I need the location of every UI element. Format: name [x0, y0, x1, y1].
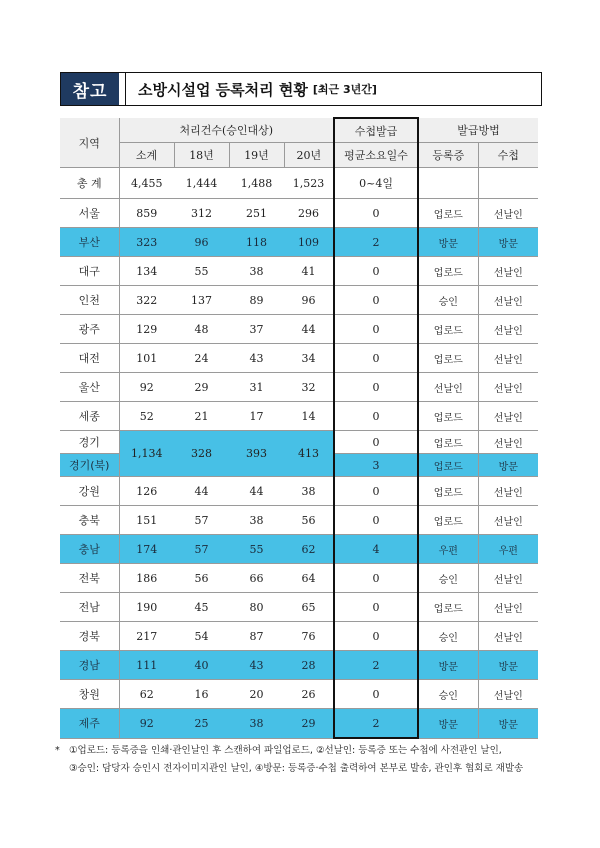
- cell-y19: 38: [229, 506, 284, 535]
- cell-book: 선날인: [478, 199, 538, 228]
- table-row: [60, 709, 538, 739]
- cell-days: 4: [334, 535, 418, 564]
- cell-y20: 44: [284, 315, 334, 344]
- cell-subtotal: 62: [119, 680, 174, 709]
- cell-y19: 43: [229, 651, 284, 680]
- cell-y19: 31: [229, 373, 284, 402]
- cell-subtotal: 111: [119, 651, 174, 680]
- cell-subtotal: 4,455: [119, 168, 174, 199]
- cell-days: 0: [334, 506, 418, 535]
- cell-y19: 17: [229, 402, 284, 431]
- cell-y20: 1,523: [284, 168, 334, 199]
- table-row: [60, 622, 538, 651]
- cell-y18: 25: [174, 709, 229, 739]
- cell-days: 2: [334, 709, 418, 739]
- cell-y20: 76: [284, 622, 334, 651]
- cell-y19: 44: [229, 477, 284, 506]
- cell-region: 광주: [60, 315, 119, 344]
- cell-region: 부산: [60, 228, 119, 257]
- cell-y20: 96: [284, 286, 334, 315]
- cell-reg: 선날인: [418, 373, 478, 402]
- cell-days: 3: [334, 454, 418, 477]
- cell-region: 경기(북): [60, 454, 119, 477]
- header-method-registration: 등록증: [418, 143, 478, 168]
- footnote-text-1: ①업로드: 등록증을 인쇄·관인날인 후 스캔하여 파일업로드, ②선날인: 등록증 또는 수첩에 사전관인 날인,: [69, 745, 502, 756]
- cell-region: 창원: [60, 680, 119, 709]
- cell-region: 울산: [60, 373, 119, 402]
- cell-region: 총 계: [60, 168, 119, 199]
- cell-y18: 24: [174, 344, 229, 373]
- cell-days: 0: [334, 286, 418, 315]
- table-row: [60, 477, 538, 506]
- registration-table: [60, 117, 538, 739]
- cell-y19: 43: [229, 344, 284, 373]
- cell-y19: 80: [229, 593, 284, 622]
- cell-y18: 328: [174, 431, 229, 477]
- table-row: [60, 373, 538, 402]
- cell-reg: 방문: [418, 228, 478, 257]
- cell-book: 선날인: [478, 477, 538, 506]
- cell-book: 방문: [478, 651, 538, 680]
- cell-region: 대전: [60, 344, 119, 373]
- title-bar: [60, 72, 542, 106]
- cell-y20: 32: [284, 373, 334, 402]
- cell-y20: 29: [284, 709, 334, 739]
- cell-region: 대구: [60, 257, 119, 286]
- cell-days: 2: [334, 651, 418, 680]
- cell-y20: 65: [284, 593, 334, 622]
- header-subtotal: 소계: [119, 143, 174, 168]
- cell-reg: 방문: [418, 651, 478, 680]
- table-row: [60, 344, 538, 373]
- table-row: [60, 199, 538, 228]
- cell-book: 방문: [478, 709, 538, 739]
- cell-days: 0: [334, 315, 418, 344]
- cell-subtotal: 129: [119, 315, 174, 344]
- table-row: [60, 564, 538, 593]
- cell-subtotal: 151: [119, 506, 174, 535]
- footnote-bullet: *: [55, 745, 60, 756]
- cell-book: 선날인: [478, 564, 538, 593]
- cell-y19: 393: [229, 431, 284, 477]
- cell-y20: 14: [284, 402, 334, 431]
- title-main: 소방시설업 등록처리 현황: [138, 80, 308, 99]
- cell-y20: 34: [284, 344, 334, 373]
- cell-subtotal: 190: [119, 593, 174, 622]
- cell-reg: 업로드: [418, 593, 478, 622]
- cell-reg: 승인: [418, 622, 478, 651]
- cell-subtotal: 322: [119, 286, 174, 315]
- cell-region: 경남: [60, 651, 119, 680]
- cell-y20: 26: [284, 680, 334, 709]
- cell-reg: 업로드: [418, 199, 478, 228]
- cell-reg: 업로드: [418, 506, 478, 535]
- table-row: [60, 257, 538, 286]
- cell-days: 0: [334, 402, 418, 431]
- header-year-19: 19년: [229, 143, 284, 168]
- cell-days: 0: [334, 431, 418, 454]
- cell-days: 0: [334, 593, 418, 622]
- header-avg-days-2: 평균소요일수: [334, 143, 418, 168]
- cell-book: 우편: [478, 535, 538, 564]
- cell-reg: 승인: [418, 680, 478, 709]
- cell-days: 2: [334, 228, 418, 257]
- cell-region: 인천: [60, 286, 119, 315]
- cell-y20: 109: [284, 228, 334, 257]
- cell-book: 선날인: [478, 373, 538, 402]
- cell-y18: 40: [174, 651, 229, 680]
- cell-y18: 21: [174, 402, 229, 431]
- cell-book: 선날인: [478, 593, 538, 622]
- cell-subtotal: 126: [119, 477, 174, 506]
- cell-y20: 413: [284, 431, 334, 477]
- cell-region: 충북: [60, 506, 119, 535]
- cell-days: 0: [334, 680, 418, 709]
- cell-y19: 38: [229, 257, 284, 286]
- cell-days: 0: [334, 199, 418, 228]
- cell-y18: 45: [174, 593, 229, 622]
- cell-reg: 우편: [418, 535, 478, 564]
- cell-days: 0: [334, 257, 418, 286]
- cell-reg: 업로드: [418, 344, 478, 373]
- table-row: [60, 506, 538, 535]
- cell-days: 0: [334, 477, 418, 506]
- cell-y19: 89: [229, 286, 284, 315]
- cell-book: 선날인: [478, 286, 538, 315]
- tag-separator: [119, 73, 126, 105]
- cell-book: 선날인: [478, 622, 538, 651]
- cell-y18: 57: [174, 535, 229, 564]
- cell-y18: 54: [174, 622, 229, 651]
- cell-days: 0: [334, 373, 418, 402]
- cell-subtotal: 92: [119, 373, 174, 402]
- cell-reg: 업로드: [418, 454, 478, 477]
- cell-book: 방문: [478, 454, 538, 477]
- table-row: [60, 286, 538, 315]
- cell-days: 0: [334, 622, 418, 651]
- cell-book: 선날인: [478, 431, 538, 454]
- cell-y19: 251: [229, 199, 284, 228]
- cell-y19: 87: [229, 622, 284, 651]
- cell-y18: 48: [174, 315, 229, 344]
- cell-y19: 55: [229, 535, 284, 564]
- header-method-booklet: 수첩: [478, 143, 538, 168]
- cell-reg: 업로드: [418, 477, 478, 506]
- cell-subtotal: 134: [119, 257, 174, 286]
- cell-book: 선날인: [478, 344, 538, 373]
- cell-y18: 57: [174, 506, 229, 535]
- cell-subtotal: 186: [119, 564, 174, 593]
- footnote: [55, 742, 545, 778]
- header-year-18: 18년: [174, 143, 229, 168]
- cell-y20: 64: [284, 564, 334, 593]
- cell-region: 전남: [60, 593, 119, 622]
- cell-subtotal: 174: [119, 535, 174, 564]
- cell-reg: 업로드: [418, 431, 478, 454]
- footnote-line-1: [55, 742, 545, 760]
- table-row: [60, 651, 538, 680]
- cell-y20: 296: [284, 199, 334, 228]
- table-row: [60, 535, 538, 564]
- cell-reg: 업로드: [418, 257, 478, 286]
- cell-subtotal: 92: [119, 709, 174, 739]
- cell-book: 선날인: [478, 506, 538, 535]
- cell-subtotal: 859: [119, 199, 174, 228]
- cell-y19: 1,488: [229, 168, 284, 199]
- cell-book: 방문: [478, 228, 538, 257]
- cell-y18: 1,444: [174, 168, 229, 199]
- cell-book: 선날인: [478, 402, 538, 431]
- table-row: [60, 315, 538, 344]
- header-issue-method: 발급방법: [418, 118, 538, 143]
- cell-book: 선날인: [478, 680, 538, 709]
- cell-region: 경기: [60, 431, 119, 454]
- cell-days: 0~4일: [334, 168, 418, 199]
- cell-y19: 37: [229, 315, 284, 344]
- footnote-line-2: ③승인: 담당자 승인시 전자이미지관인 날인, ④방문: 등록증·수첩 출력하여 본부로 발송, 관인후 협회로 재발송: [69, 763, 524, 774]
- reference-tag: 참고: [61, 73, 119, 105]
- cell-reg: 업로드: [418, 402, 478, 431]
- cell-reg: 승인: [418, 286, 478, 315]
- cell-y19: 66: [229, 564, 284, 593]
- cell-book: [478, 168, 538, 199]
- header-processing-count: 처리건수(승인대상): [119, 118, 334, 143]
- cell-y20: 28: [284, 651, 334, 680]
- cell-subtotal: 101: [119, 344, 174, 373]
- cell-y19: 38: [229, 709, 284, 739]
- cell-y20: 62: [284, 535, 334, 564]
- cell-subtotal: 1,134: [119, 431, 174, 477]
- cell-reg: 방문: [418, 709, 478, 739]
- cell-y18: 44: [174, 477, 229, 506]
- cell-y19: 118: [229, 228, 284, 257]
- header-year-20: 20년: [284, 143, 334, 168]
- cell-subtotal: 323: [119, 228, 174, 257]
- cell-y20: 38: [284, 477, 334, 506]
- cell-book: 선날인: [478, 257, 538, 286]
- cell-y18: 96: [174, 228, 229, 257]
- table-row-gyeonggi: [60, 431, 538, 454]
- cell-region: 제주: [60, 709, 119, 739]
- cell-reg: [418, 168, 478, 199]
- table-row: [60, 593, 538, 622]
- header-avg-days-1: 수첩발급: [334, 118, 418, 143]
- cell-y18: 312: [174, 199, 229, 228]
- cell-y18: 56: [174, 564, 229, 593]
- cell-y18: 16: [174, 680, 229, 709]
- cell-reg: 승인: [418, 564, 478, 593]
- cell-book: 선날인: [478, 315, 538, 344]
- cell-region: 경북: [60, 622, 119, 651]
- table-row: [60, 228, 538, 257]
- table-row: [60, 680, 538, 709]
- cell-region: 세종: [60, 402, 119, 431]
- cell-y18: 29: [174, 373, 229, 402]
- table-row-total: [60, 168, 538, 199]
- cell-region: 강원: [60, 477, 119, 506]
- cell-days: 0: [334, 564, 418, 593]
- cell-subtotal: 217: [119, 622, 174, 651]
- cell-y18: 55: [174, 257, 229, 286]
- cell-region: 전북: [60, 564, 119, 593]
- page-title: [126, 73, 541, 105]
- cell-region: 충남: [60, 535, 119, 564]
- table-row: [60, 402, 538, 431]
- cell-y20: 41: [284, 257, 334, 286]
- cell-reg: 업로드: [418, 315, 478, 344]
- title-subtitle: [최근 3년간]: [312, 83, 377, 96]
- cell-days: 0: [334, 344, 418, 373]
- cell-y18: 137: [174, 286, 229, 315]
- cell-y20: 56: [284, 506, 334, 535]
- cell-y19: 20: [229, 680, 284, 709]
- cell-region: 서울: [60, 199, 119, 228]
- header-region: 지역: [60, 118, 119, 168]
- cell-subtotal: 52: [119, 402, 174, 431]
